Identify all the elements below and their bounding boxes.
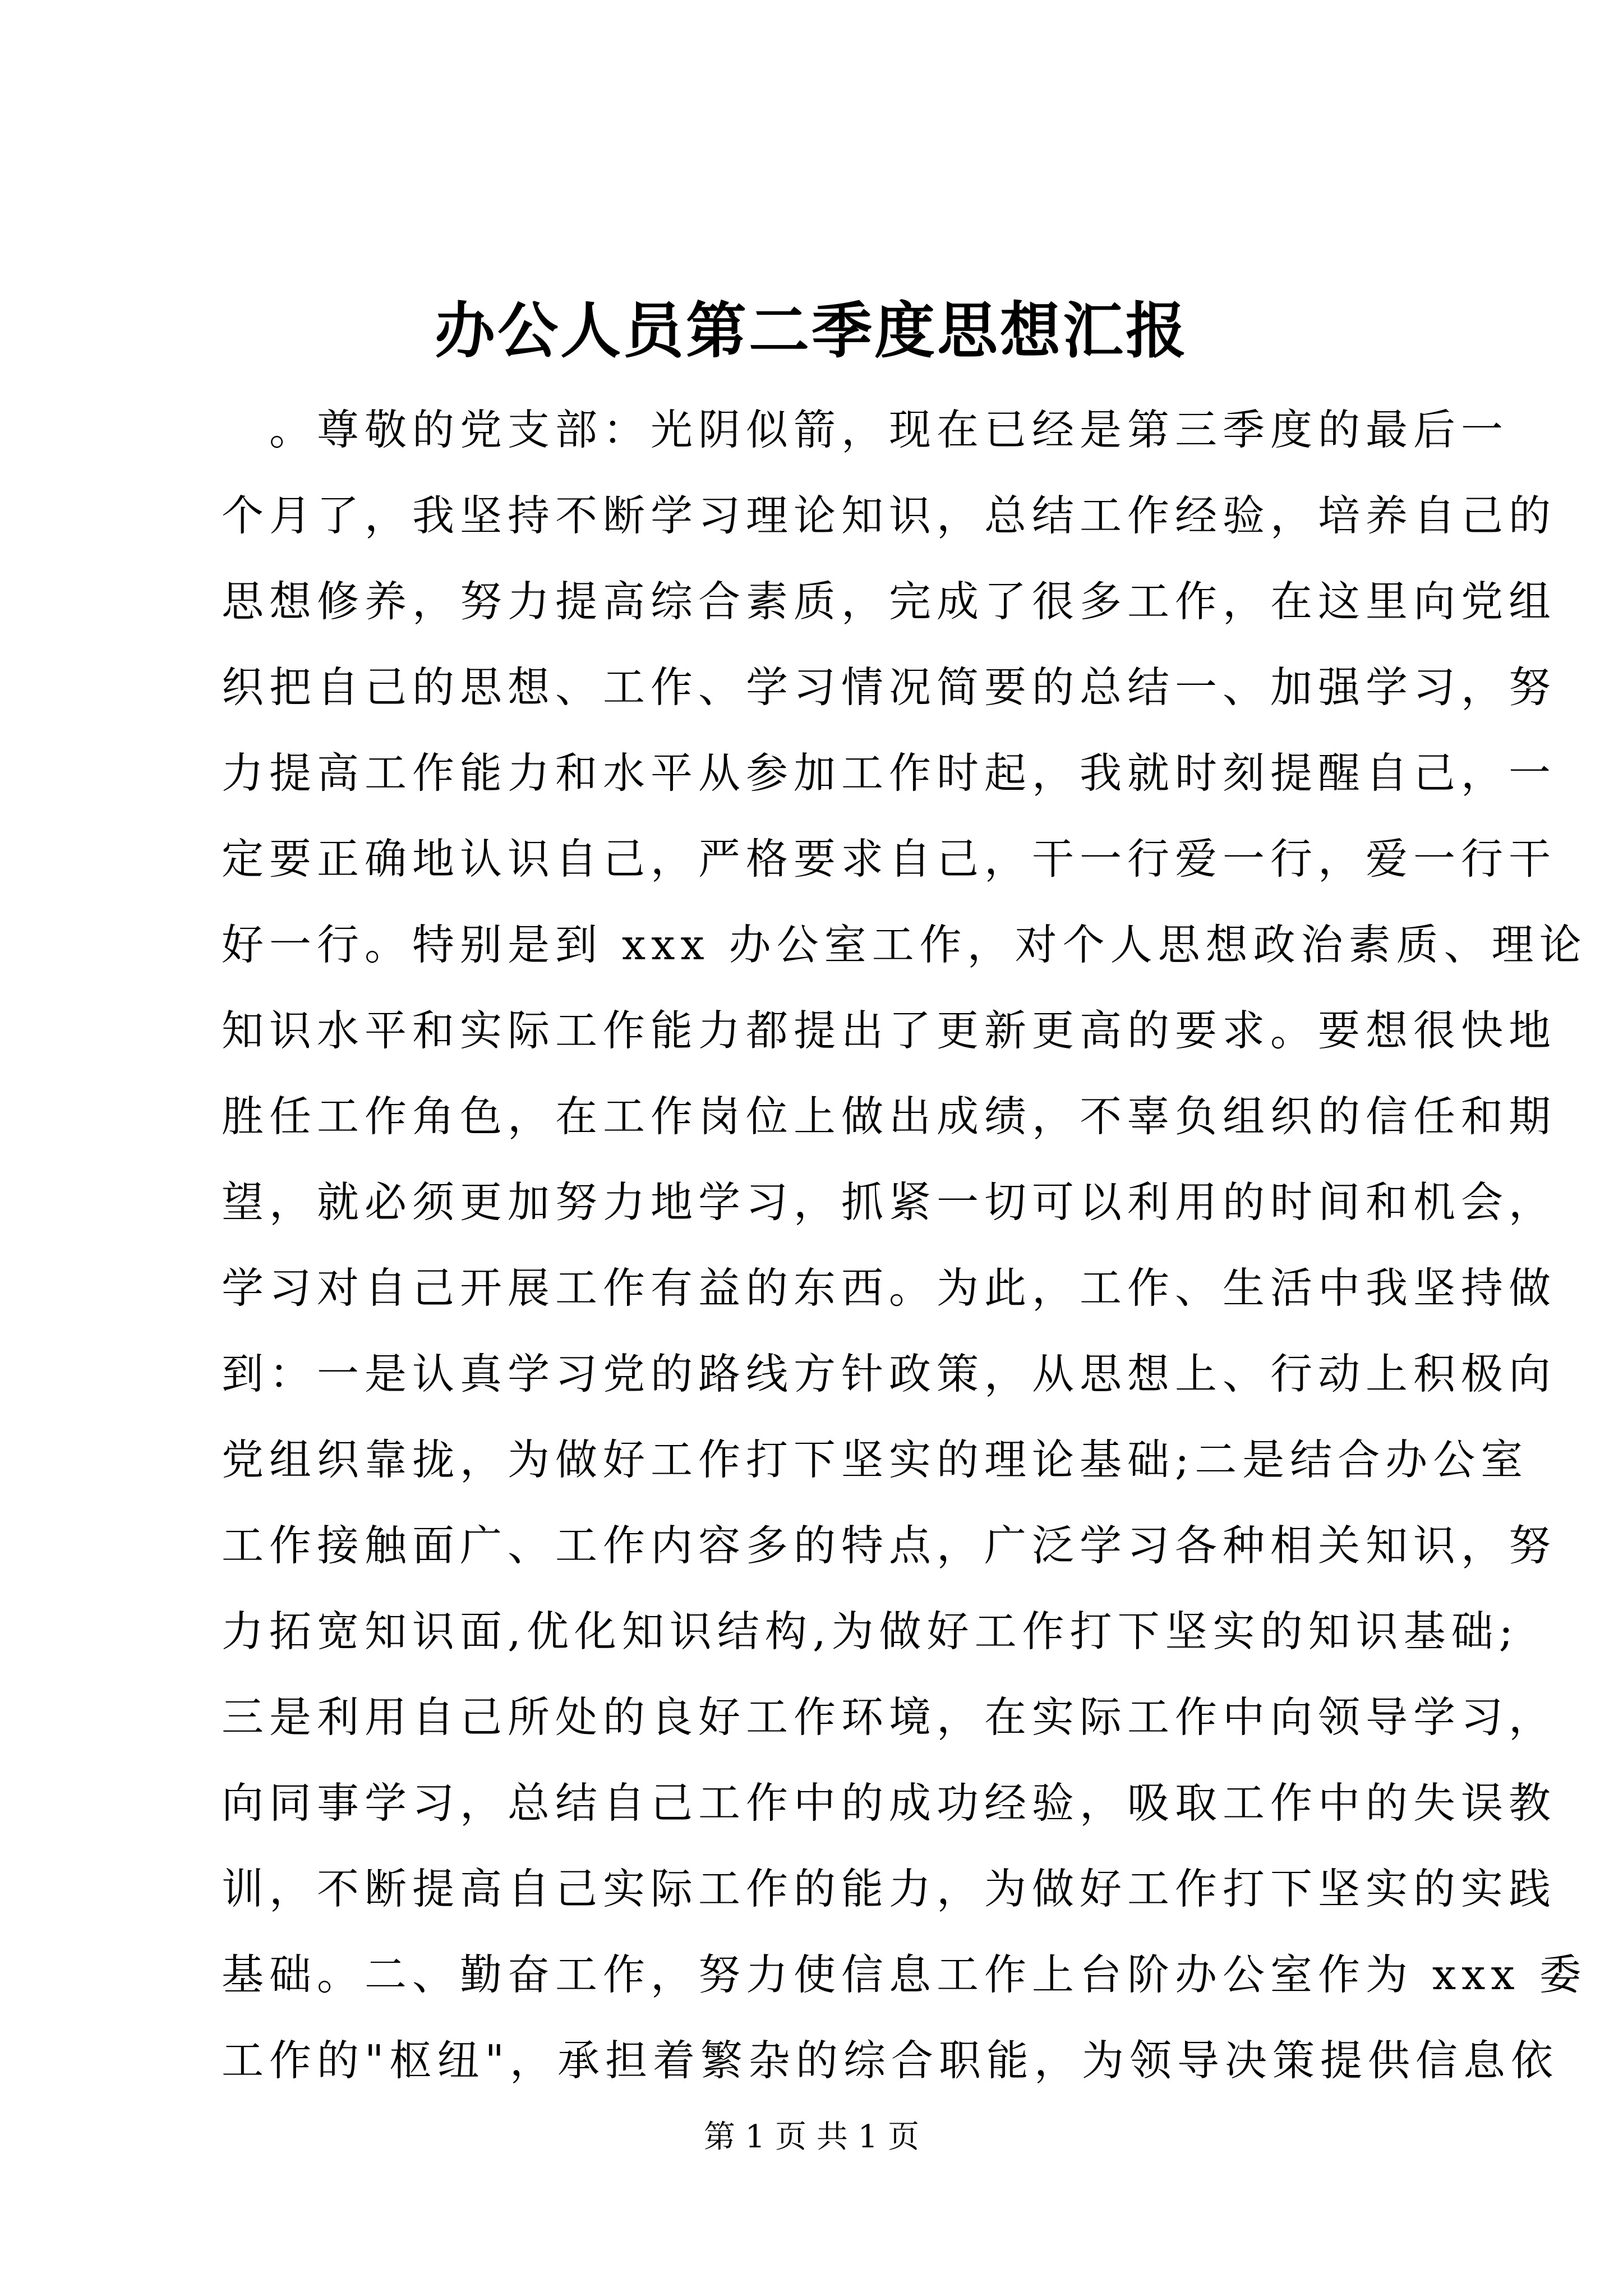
body-line: 三是利用自己所处的良好工作环境，在实际工作中向领导学习， — [222, 1692, 1557, 1742]
body-line: 织把自己的思想、工作、学习情况简要的总结一、加强学习，努 — [222, 662, 1557, 712]
body-line: 基础。二、勤奋工作，努力使信息工作上台阶办公室作为 xxx 委 — [222, 1950, 1587, 1999]
body-line: 定要正确地认识自己，严格要求自己，干一行爱一行，爱一行干 — [222, 834, 1557, 884]
body-line: 工作接触面广、工作内容多的特点，广泛学习各种相关知识，努 — [222, 1521, 1557, 1570]
body-line: 训，不断提高自己实际工作的能力，为做好工作打下坚实的实践 — [222, 1864, 1557, 1913]
body-line: 知识水平和实际工作能力都提出了更新更高的要求。要想很快地 — [222, 1006, 1557, 1055]
body-line: 工作的"枢纽"，承担着繁杂的综合职能，为领导决策提供信息依 — [222, 2036, 1559, 2085]
body-line: 到：一是认真学习党的路线方针政策，从思想上、行动上积极向 — [222, 1349, 1557, 1398]
body-line: 力拓宽知识面,优化知识结构,为做好工作打下坚实的知识基础; — [222, 1607, 1519, 1656]
page-footer: 第 1 页 共 1 页 — [703, 2119, 920, 2155]
document-body — [222, 387, 1587, 2104]
body-line: 学习对自己开展工作有益的东西。为此，工作、生活中我坚持做 — [222, 1263, 1557, 1313]
body-line: 个月了，我坚持不断学习理论知识，总结工作经验，培养自己的 — [222, 491, 1557, 540]
document-title: 办公人员第二季度思想汇报 — [434, 296, 1188, 366]
body-line: 力提高工作能力和水平从参加工作时起，我就时刻提醒自己，一 — [222, 748, 1557, 798]
body-line: 好一行。特别是到 xxx 办公室工作，对个人思想政治素质、理论 — [222, 920, 1587, 969]
body-line: 。尊敬的党支部：光阴似箭，现在已经是第三季度的最后一 — [222, 405, 1509, 454]
body-line: 党组织靠拢，为做好工作打下坚实的理论基础;二是结合办公室 — [222, 1435, 1529, 1484]
body-line: 向同事学习，总结自己工作中的成功经验，吸取工作中的失误教 — [222, 1778, 1557, 1828]
body-line: 望，就必须更加努力地学习，抓紧一切可以利用的时间和机会， — [222, 1177, 1557, 1227]
body-line: 胜任工作角色，在工作岗位上做出成绩，不辜负组织的信任和期 — [222, 1092, 1557, 1141]
body-line: 思想修养，努力提高综合素质，完成了很多工作，在这里向党组 — [222, 577, 1557, 626]
